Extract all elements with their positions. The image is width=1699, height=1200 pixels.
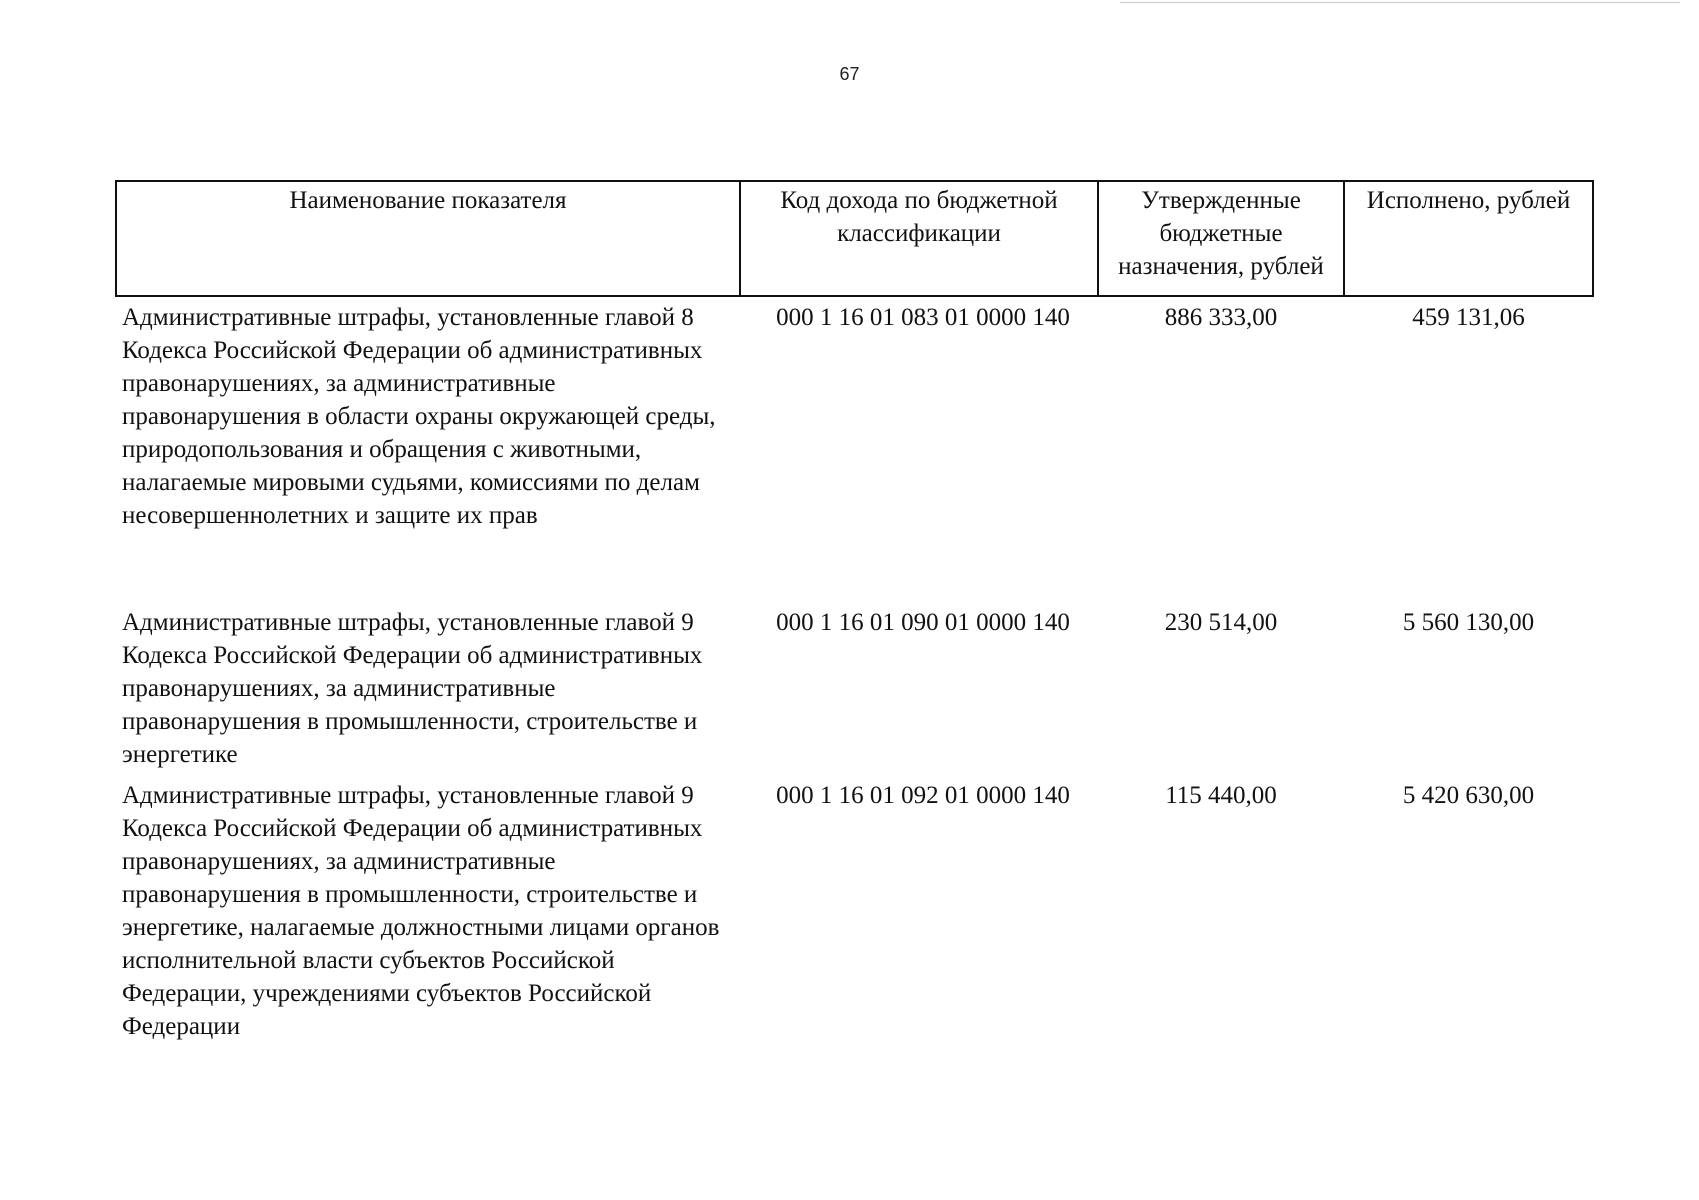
- row-name: Административные штрафы, установленные главой 9 Кодекса Российской Федерации об административных правонарушениях, за административные правонарушения в промышленности, строительстве и энергетике: [122, 609, 703, 768]
- revenue-table-container: [115, 180, 1592, 1069]
- row-approved: 230 514,00: [1164, 609, 1278, 636]
- table-row: [116, 779, 1593, 1069]
- row-executed: 5 560 130,00: [1402, 609, 1535, 636]
- row-name: Административные штрафы, установленные главой 8 Кодекса Российской Федерации об административных правонарушениях, за административные правонарушения в области охраны окружающей среды, природопользования и обращения с животными, налагаемые мировыми судьями, комиссиями по делам несовершеннолетних и защите их прав: [122, 304, 716, 529]
- row-approved: 115 440,00: [1165, 782, 1277, 809]
- header-code: Код дохода по бюджетной классификации: [740, 181, 1098, 296]
- revenue-table: [115, 180, 1594, 1069]
- table-row: [116, 606, 1593, 779]
- row-executed: 5 420 630,00: [1402, 782, 1535, 809]
- header-approved: Утвержденные бюджетные назначения, рублей: [1098, 181, 1344, 296]
- row-code: 000 1 16 01 092 01 0000 140: [776, 782, 1070, 809]
- table-row: [116, 296, 1593, 606]
- row-code: 000 1 16 01 090 01 0000 140: [776, 609, 1070, 636]
- table-body: [116, 296, 1593, 1069]
- page-number: 67: [839, 64, 860, 84]
- row-executed: 459 131,06: [1412, 304, 1525, 331]
- header-executed: Исполнено, рублей: [1344, 181, 1593, 296]
- row-name: Административные штрафы, установленные главой 9 Кодекса Российской Федерации об административных правонарушениях, за административные правонарушения в промышленности, строительстве и энергетике, налагаемые должностными лицами органов исполнительной власти субъектов Российской Федерации, учреждениями субъектов Российской Федерации: [122, 782, 720, 1040]
- row-approved: 886 333,00: [1164, 304, 1278, 331]
- header-name: Наименование показателя: [116, 181, 740, 296]
- table-header: [116, 181, 1593, 296]
- row-code: 000 1 16 01 083 01 0000 140: [776, 304, 1070, 331]
- scan-edge-line: [1120, 2, 1680, 3]
- header-row: [116, 181, 1593, 296]
